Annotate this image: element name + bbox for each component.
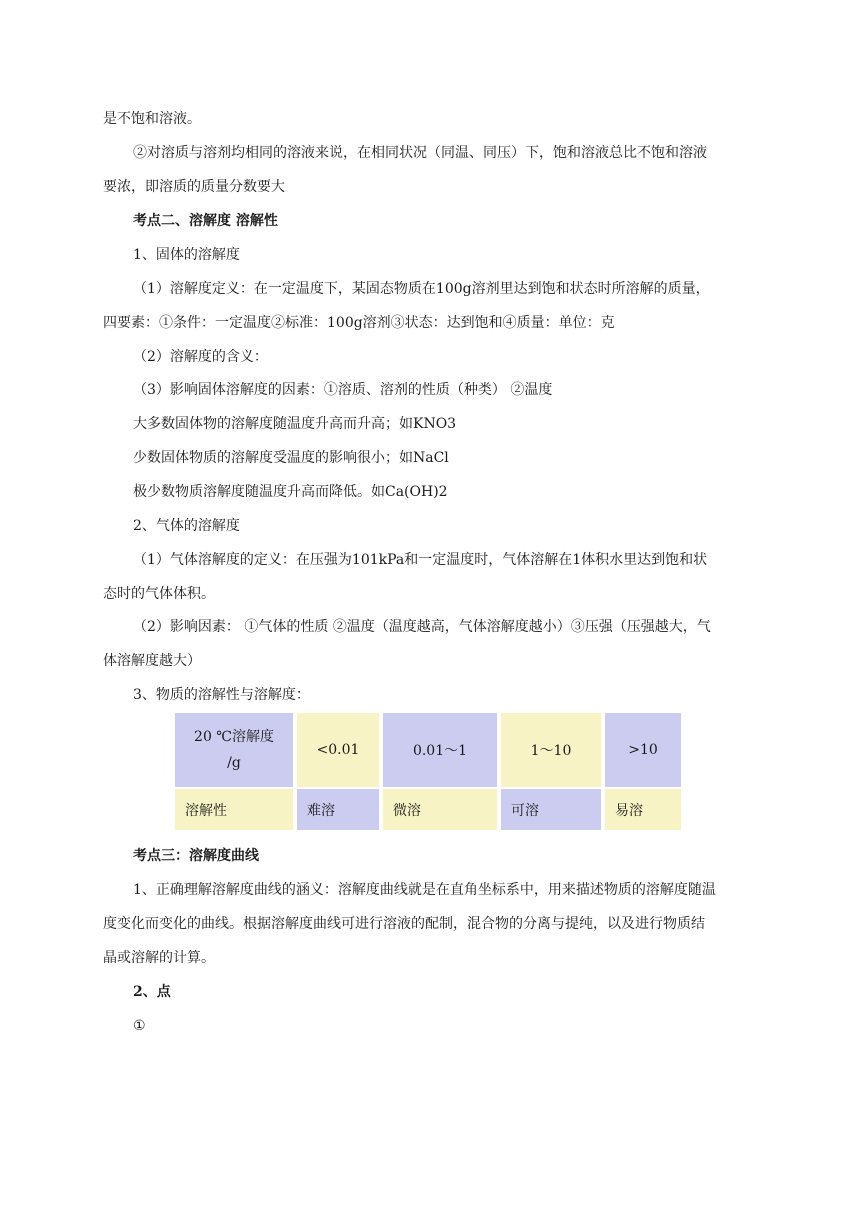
table-cell: 溶解性 xyxy=(175,789,293,830)
table-header-row xyxy=(175,713,681,787)
subsection-heading: 2、气体的溶解度 xyxy=(133,518,240,534)
paragraph-line: 大多数固体物的溶解度随温度升高而升高；如KNO3 xyxy=(133,416,457,432)
table-cell: <0.01 xyxy=(297,713,379,787)
solubility-table xyxy=(171,711,685,832)
paragraph-line: （2）溶解度的含义： xyxy=(133,349,268,365)
paragraph-line: 体溶解度越大） xyxy=(103,653,201,669)
paragraph-line: ① xyxy=(133,1018,146,1034)
subsection-heading: 3、物质的溶解性与溶解度： xyxy=(133,687,310,703)
header-label-line: 20 ℃溶解度 xyxy=(194,729,274,745)
table-cell: 1～10 xyxy=(501,713,601,787)
paragraph-line: 少数固体物质的溶解度受温度的影响很小；如NaCl xyxy=(133,450,449,466)
paragraph-line: 极少数物质溶解度随温度升高而降低。如Ca(OH)2 xyxy=(133,484,448,500)
section-heading: 考点三：溶解度曲线 xyxy=(133,848,259,864)
table-cell: 微溶 xyxy=(383,789,497,830)
table-cell: 可溶 xyxy=(501,789,601,830)
header-label-unit: /g xyxy=(227,755,241,771)
paragraph-line: ②对溶质与溶剂均相同的溶液来说，在相同状况（同温、同压）下，饱和溶液总比不饱和溶液 xyxy=(133,145,707,161)
paragraph-line: 是不饱和溶液。 xyxy=(103,111,201,127)
paragraph-line: 晶或溶解的计算。 xyxy=(103,950,215,966)
subsection-heading: 1、固体的溶解度 xyxy=(133,247,240,263)
paragraph-line: 要浓，即溶质的质量分数要大 xyxy=(103,179,285,195)
paragraph-line: （3）影响固体溶解度的因素：①溶质、溶剂的性质（种类） ②温度 xyxy=(133,382,553,398)
table-cell: 难溶 xyxy=(297,789,379,830)
subsection-heading: 2、点 xyxy=(133,984,171,1000)
paragraph-line: （1）气体溶解度的定义：在压强为101kPa和一定温度时，气体溶解在1体积水里达到饱和状 xyxy=(133,552,708,568)
section-heading: 考点二、溶解度 溶解性 xyxy=(133,213,278,229)
paragraph-line: （2）影响因素： ①气体的性质 ②温度（温度越高，气体溶解度越小）③压强（压强越大，气 xyxy=(133,619,711,635)
paragraph-line: （1）溶解度定义：在一定温度下，某固态物质在100g溶剂里达到饱和状态时所溶解的质量， xyxy=(133,281,710,297)
table-cell: >10 xyxy=(605,713,681,787)
paragraph-line: 度变化而变化的曲线。根据溶解度曲线可进行溶液的配制，混合物的分离与提纯，以及进行物质结 xyxy=(103,916,705,932)
paragraph-line: 态时的气体体积。 xyxy=(103,586,215,602)
table-row xyxy=(175,789,681,830)
table-cell xyxy=(175,713,293,787)
paragraph-line: 四要素：①条件：一定温度②标准：100g溶剂③状态：达到饱和④质量：单位：克 xyxy=(103,315,615,331)
paragraph-line: 1、正确理解溶解度曲线的涵义：溶解度曲线就是在直角坐标系中，用来描述物质的溶解度随温 xyxy=(133,882,716,898)
table-cell: 易溶 xyxy=(605,789,681,830)
table-cell: 0.01～1 xyxy=(383,713,497,787)
